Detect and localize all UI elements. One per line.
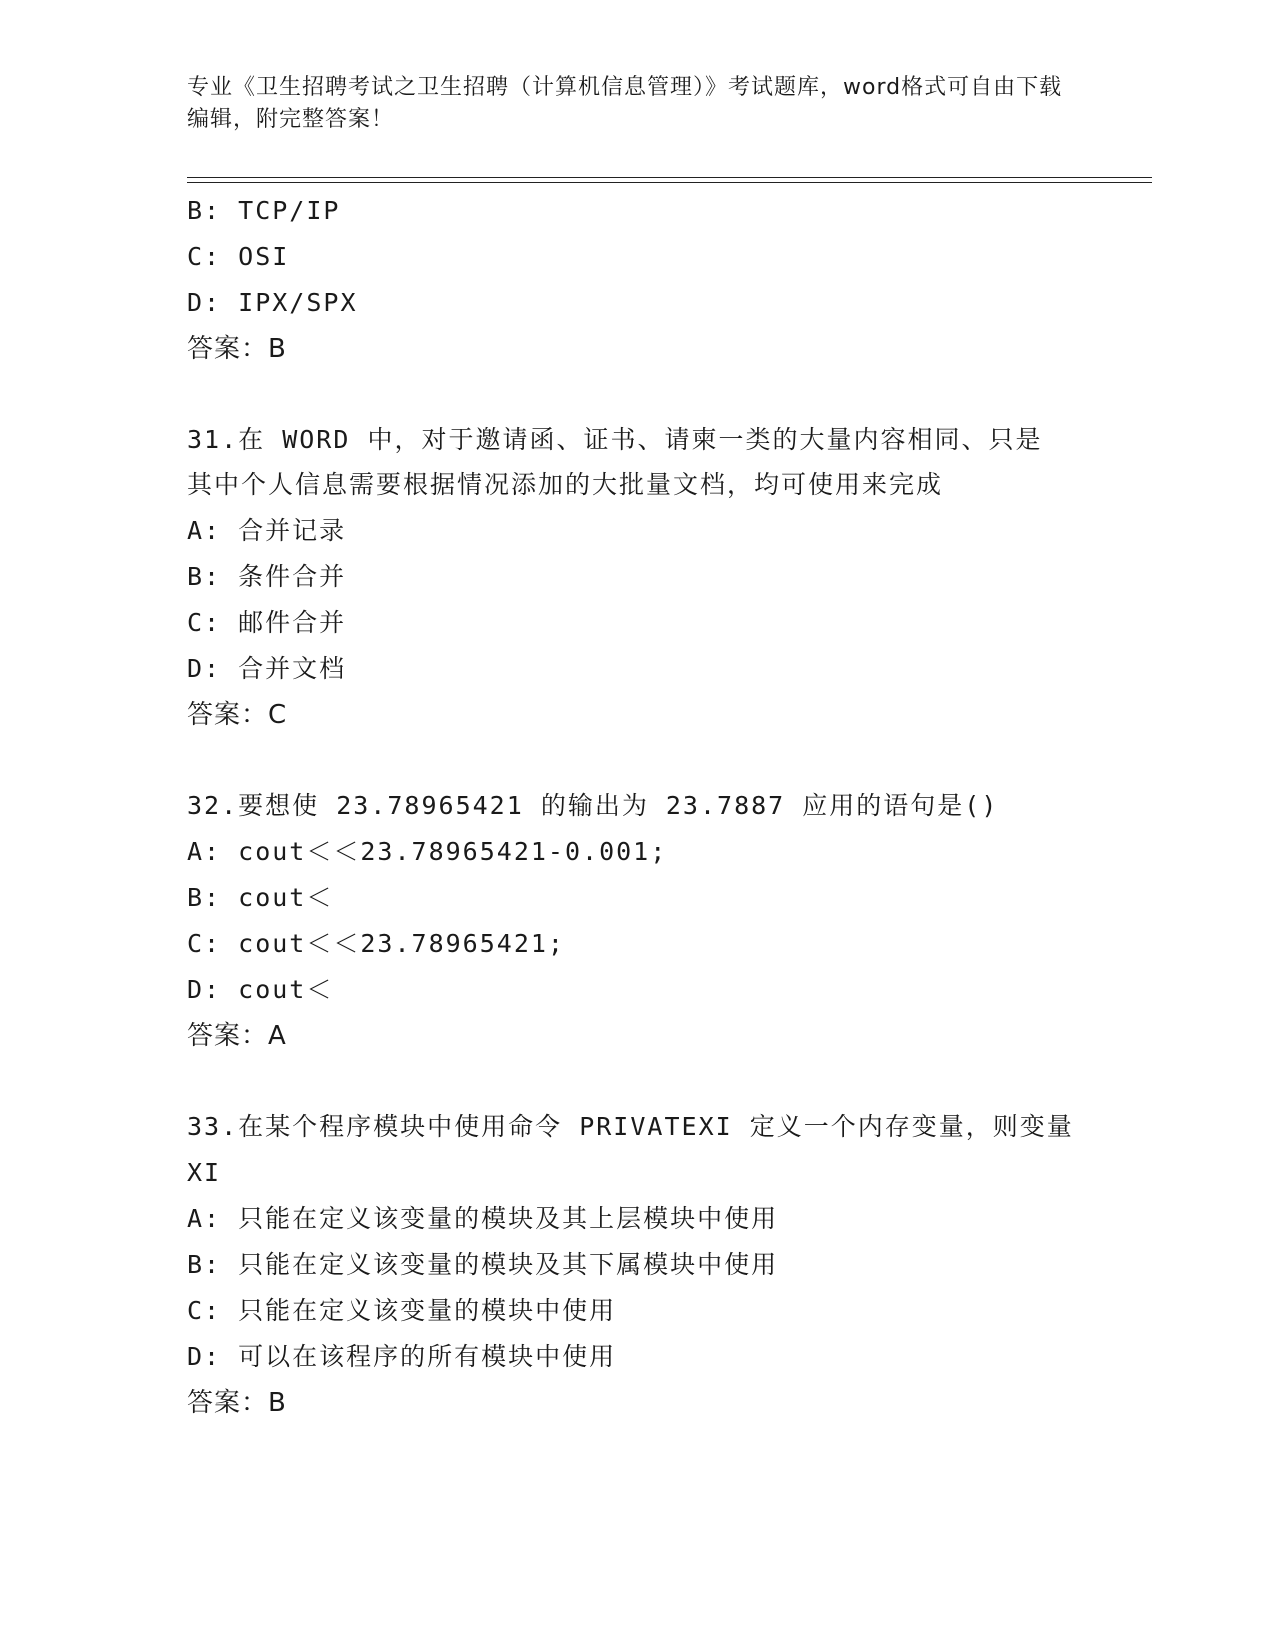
document-header: 专业《卫生招聘考试之卫生招聘（计算机信息管理）》考试题库，word格式可自由下载编辑，附完整答案！	[187, 75, 1063, 132]
q33-question-line2: XI	[187, 1158, 222, 1187]
header-rule-bottom	[187, 182, 1152, 183]
q33-answer: 答案：B	[187, 1388, 287, 1418]
q32-option-b: B: cout＜	[187, 883, 334, 912]
q31-answer: 答案：C	[187, 700, 288, 730]
q32-answer: 答案：A	[187, 1021, 287, 1051]
q33-option-a: A: 只能在定义该变量的模块及其上层模块中使用	[187, 1204, 779, 1233]
q30-answer: 答案：B	[187, 334, 287, 364]
q32-question-line1: 32.要想使 23.78965421 的输出为 23.7887 应用的语句是()	[187, 791, 999, 820]
q31-option-d: D: 合并文档	[187, 654, 347, 683]
q31-option-a: A: 合并记录	[187, 516, 347, 545]
q33-option-d: D: 可以在该程序的所有模块中使用	[187, 1342, 617, 1371]
q31-question-line2: 其中个人信息需要根据情况添加的大批量文档，均可使用来完成	[187, 470, 944, 499]
q32-option-c: C: cout＜＜23.78965421;	[187, 929, 565, 958]
q33-option-b: B: 只能在定义该变量的模块及其下属模块中使用	[187, 1250, 779, 1279]
q31-question-line1: 31.在 WORD 中，对于邀请函、证书、请柬一类的大量内容相同、只是	[187, 425, 1043, 454]
q30-option-b: B: TCP/IP	[187, 196, 341, 225]
q31-option-c: C: 邮件合并	[187, 608, 347, 637]
q31-option-b: B: 条件合并	[187, 562, 347, 591]
q32-option-d: D: cout＜	[187, 975, 334, 1004]
q30-option-c: C: OSI	[187, 242, 290, 271]
header-rule-top	[187, 177, 1152, 178]
q33-question-line1: 33.在某个程序模块中使用命令 PRIVATEXI 定义一个内存变量，则变量	[187, 1112, 1074, 1141]
q30-option-d: D: IPX/SPX	[187, 288, 358, 317]
q32-option-a: A: cout＜＜23.78965421-0.001;	[187, 837, 668, 866]
q33-option-c: C: 只能在定义该变量的模块中使用	[187, 1296, 617, 1325]
